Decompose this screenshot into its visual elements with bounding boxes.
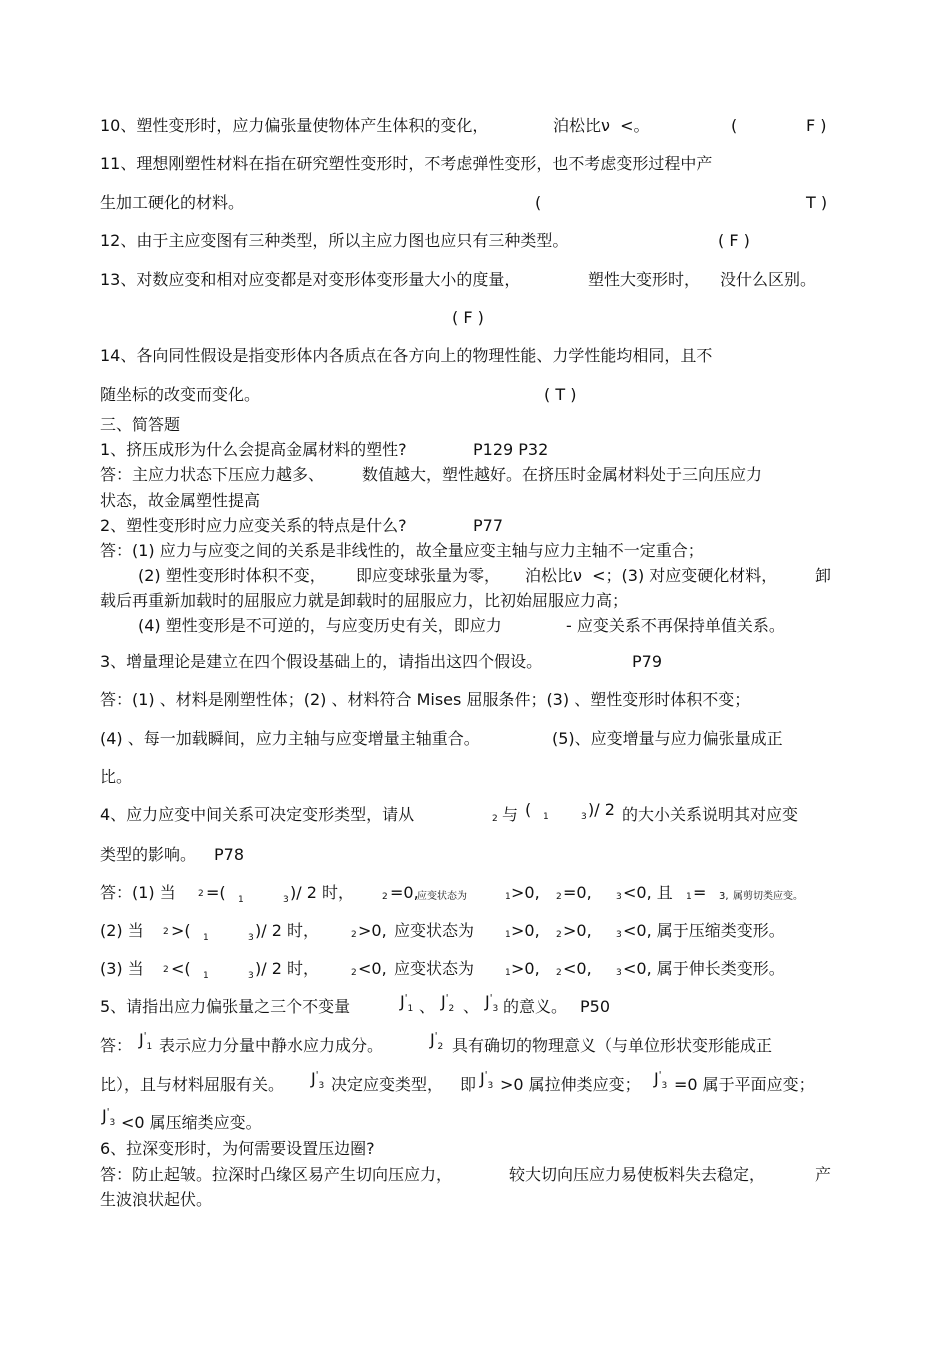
s5-a-j2: $J'_2$ bbox=[430, 1030, 444, 1052]
s2-line4b: - 应变关系不再保持单值关系。 bbox=[566, 616, 785, 635]
s4-r3-o: <0, 属于伸长类变形。 bbox=[623, 959, 785, 978]
s4-r3-i: 应变状态为 bbox=[394, 959, 475, 978]
s4-q-half: )/ 2 bbox=[588, 800, 615, 819]
s5-a-j2-text: 具有确切的物理意义（与单位形状变形能成正 bbox=[452, 1036, 773, 1055]
s4-r1-a: 答：(1) 当 bbox=[100, 883, 176, 902]
s5-a-label: 答： bbox=[100, 1036, 133, 1055]
s2-line3: 载后再重新加载时的屈服应力就是卸载时的屈服应力，比初始屈服应力高； bbox=[100, 591, 629, 610]
s5-ref: P50 bbox=[580, 997, 611, 1016]
s3-line2b: (5)、应变增量与应力偏张量成正 bbox=[552, 729, 783, 748]
s3-line1: 答：(1) 、材料是刚塑性体；(2) 、材料符合 Mises 屈服条件；(3) 、塑性变形时体积不变； bbox=[100, 690, 751, 709]
q13-part2: 塑性大变形时， bbox=[588, 270, 701, 289]
s4-r1-b: 2 bbox=[198, 889, 204, 899]
s6-answer-b: 较大切向压应力易使板料失去稳定， bbox=[509, 1165, 766, 1184]
s4-q-paren: ( bbox=[525, 800, 532, 819]
s4-r1-e: 3 bbox=[283, 895, 289, 905]
s4-question-c: 类型的影响。 bbox=[100, 845, 197, 864]
s4-r2-j: 1 bbox=[505, 930, 511, 940]
s4-r3-j: 1 bbox=[505, 968, 511, 978]
q10-text: 10、塑性变形时，应力偏张量使物体产生体积的变化， bbox=[100, 116, 489, 135]
q10-open: ( bbox=[731, 116, 738, 135]
q11-open: ( bbox=[535, 193, 542, 212]
s5-c-j3: $J'_3$ bbox=[102, 1106, 116, 1128]
s4-r2-g: 2 bbox=[351, 930, 357, 940]
s4-question-a: 4、应力应变中间关系可决定变形类型，请从 bbox=[100, 805, 415, 824]
s5-b-text3: 即 bbox=[460, 1075, 477, 1094]
s4-r2-i: 应变状态为 bbox=[394, 921, 475, 940]
s1-answer-a: 答：主应力状态下压应力越多、 bbox=[100, 465, 325, 484]
s4-r3-h: <0, bbox=[358, 959, 387, 978]
s5-q-j3: $J'_3$ bbox=[485, 992, 499, 1014]
s4-r1-j: 1 bbox=[505, 892, 511, 902]
s4-r2-b: 2 bbox=[163, 927, 169, 937]
s1-answer-c: 状态，故金属塑性提高 bbox=[100, 491, 261, 510]
s2-ref: P77 bbox=[473, 516, 504, 535]
s4-r3-c: <( bbox=[171, 959, 191, 978]
s1-answer-b: 数值越大，塑性越好。在挤压时金属材料处于三向压应力 bbox=[362, 465, 763, 484]
s4-q-sub-3: 3 bbox=[581, 812, 587, 822]
s4-r1-i: 应变状态为 bbox=[417, 891, 467, 902]
s4-r2-f: )/ 2 时， bbox=[255, 921, 319, 940]
s4-r1-q: = bbox=[693, 883, 707, 902]
s4-r3-d: 1 bbox=[203, 971, 209, 981]
s4-r2-c: >( bbox=[171, 921, 191, 940]
q11-answer: T ) bbox=[806, 193, 828, 212]
s4-q-yu: 与 bbox=[502, 805, 519, 824]
q12-answer: ( F ) bbox=[718, 231, 750, 250]
q10-poisson: 泊松比ν <。 bbox=[553, 116, 650, 135]
s3-ref: P79 bbox=[632, 652, 663, 671]
s5-b-text2: 决定应变类型， bbox=[331, 1075, 444, 1094]
s5-b-text1: 比），且与材料屈服有关。 bbox=[100, 1075, 285, 1094]
s2-line2d: 卸 bbox=[815, 566, 832, 585]
q14-line2: 随坐标的改变而变化。 bbox=[100, 385, 261, 404]
s3-line2a: (4) 、每一加载瞬间，应力主轴与应变增量主轴重合。 bbox=[100, 729, 480, 748]
s6-answer-a: 答：防止起皱。拉深时凸缘区易产生切向压应力， bbox=[100, 1165, 453, 1184]
s4-r2-n: 3 bbox=[616, 930, 622, 940]
q13-part1: 13、对数应变和相对应变都是对变形体变形量大小的度量， bbox=[100, 270, 521, 289]
q13-part3: 没什么区别。 bbox=[720, 270, 817, 289]
s5-q-sep2: 、 bbox=[463, 997, 480, 1016]
s3-question: 3、增量理论是建立在四个假设基础上的，请指出这四个假设。 bbox=[100, 652, 543, 671]
s4-r2-k: >0, bbox=[511, 921, 540, 940]
s4-r1-h: =0, bbox=[390, 883, 419, 902]
s2-line2c: 泊松比ν <；(3) 对应变硬化材料， bbox=[525, 566, 778, 585]
q11-line1: 11、理想刚塑性材料在指在研究塑性变形时，不考虑弹性变形，也不考虑变形过程中产 bbox=[100, 154, 713, 173]
s5-b-j3: $J'_3$ bbox=[311, 1069, 325, 1091]
s4-r2-m: >0, bbox=[563, 921, 592, 940]
s4-r1-m: =0, bbox=[563, 883, 592, 902]
s4-r1-p: 1 bbox=[686, 892, 692, 902]
s2-line4a: (4) 塑性变形是不可逆的，与应变历史有关，即应力 bbox=[138, 616, 502, 635]
s4-r1-k: >0, bbox=[511, 883, 540, 902]
q11-line2: 生加工硬化的材料。 bbox=[100, 193, 245, 212]
s4-r1-f: )/ 2 时， bbox=[290, 883, 354, 902]
s4-r1-l: 2 bbox=[556, 892, 562, 902]
s5-q-j2: $J'_2$ bbox=[441, 992, 455, 1014]
s4-r1-d: 1 bbox=[238, 895, 244, 905]
s5-b-j3c: $J'_3$ bbox=[654, 1069, 668, 1091]
s1-ref: P129 P32 bbox=[473, 440, 549, 459]
s6-question: 6、拉深变形时，为何需要设置压边圈? bbox=[100, 1139, 375, 1158]
s5-q-j1: $J'_1$ bbox=[400, 992, 414, 1014]
s2-line2b: 即应变球张量为零， bbox=[356, 566, 501, 585]
s4-r3-b: 2 bbox=[163, 965, 169, 975]
s4-r3-g: 2 bbox=[351, 968, 357, 978]
s6-answer-d: 生波浪状起伏。 bbox=[100, 1190, 213, 1209]
s1-question: 1、挤压成形为什么会提高金属材料的塑性? bbox=[100, 440, 407, 459]
s4-r2-a: (2) 当 bbox=[100, 921, 144, 940]
s2-line1: 答：(1) 应力与应变之间的关系是非线性的，故全量应变主轴与应力主轴不一定重合； bbox=[100, 541, 704, 560]
s4-r3-m: <0, bbox=[563, 959, 592, 978]
s4-r3-l: 2 bbox=[556, 968, 562, 978]
s4-ref: P78 bbox=[214, 845, 245, 864]
s4-r1-s: 属剪切类应变。 bbox=[733, 891, 803, 902]
s2-question: 2、塑性变形时应力应变关系的特点是什么? bbox=[100, 516, 407, 535]
s2-line2a: (2) 塑性变形时体积不变， bbox=[138, 566, 326, 585]
s4-r1-c: =( bbox=[206, 883, 226, 902]
s4-question-b: 的大小关系说明其对应变 bbox=[622, 805, 799, 824]
s3-line3: 比。 bbox=[100, 767, 133, 786]
s4-r1-n: 3 bbox=[616, 892, 622, 902]
s4-r1-r: 3, bbox=[719, 891, 729, 902]
s4-r2-h: >0, bbox=[358, 921, 387, 940]
s4-q-sub-2: 2 bbox=[492, 814, 498, 824]
s5-c-text: <0 属压缩类应变。 bbox=[121, 1113, 262, 1132]
q10-answer: F ) bbox=[806, 116, 827, 135]
s5-b-text4: >0 属拉伸类应变； bbox=[500, 1075, 641, 1094]
s5-q-sep1: 、 bbox=[419, 997, 436, 1016]
s4-r3-e: 3 bbox=[248, 971, 254, 981]
s5-a-j1: $J'_1$ bbox=[139, 1030, 153, 1052]
s5-question-b: 的意义。 bbox=[503, 997, 568, 1016]
s4-r1-g: 2 bbox=[382, 892, 388, 902]
q13-answer: ( F ) bbox=[452, 308, 484, 327]
s6-answer-c: 产 bbox=[815, 1165, 832, 1184]
q12-text: 12、由于主应变图有三种类型，所以主应力图也应只有三种类型。 bbox=[100, 231, 569, 250]
s5-b-j3b: $J'_3$ bbox=[480, 1069, 494, 1091]
s4-r1-o: <0, 且 bbox=[623, 883, 673, 902]
s4-r3-a: (3) 当 bbox=[100, 959, 144, 978]
section-title: 三、简答题 bbox=[100, 415, 181, 434]
s4-r2-e: 3 bbox=[248, 933, 254, 943]
s4-r3-n: 3 bbox=[616, 968, 622, 978]
s4-r2-d: 1 bbox=[203, 933, 209, 943]
s5-a-j1-text: 表示应力分量中静水应力成分。 bbox=[159, 1036, 384, 1055]
s4-r2-o: <0, 属于压缩类变形。 bbox=[623, 921, 785, 940]
s4-q-sub-1: 1 bbox=[543, 812, 549, 822]
s5-b-text5: =0 属于平面应变； bbox=[674, 1075, 815, 1094]
q14-answer: ( T ) bbox=[544, 385, 577, 404]
s4-r3-k: >0, bbox=[511, 959, 540, 978]
s4-r2-l: 2 bbox=[556, 930, 562, 940]
s5-question-a: 5、请指出应力偏张量之三个不变量 bbox=[100, 997, 351, 1016]
s4-r3-f: )/ 2 时， bbox=[255, 959, 319, 978]
q14-line1: 14、各向同性假设是指变形体内各质点在各方向上的物理性能、力学性能均相同，且不 bbox=[100, 346, 713, 365]
